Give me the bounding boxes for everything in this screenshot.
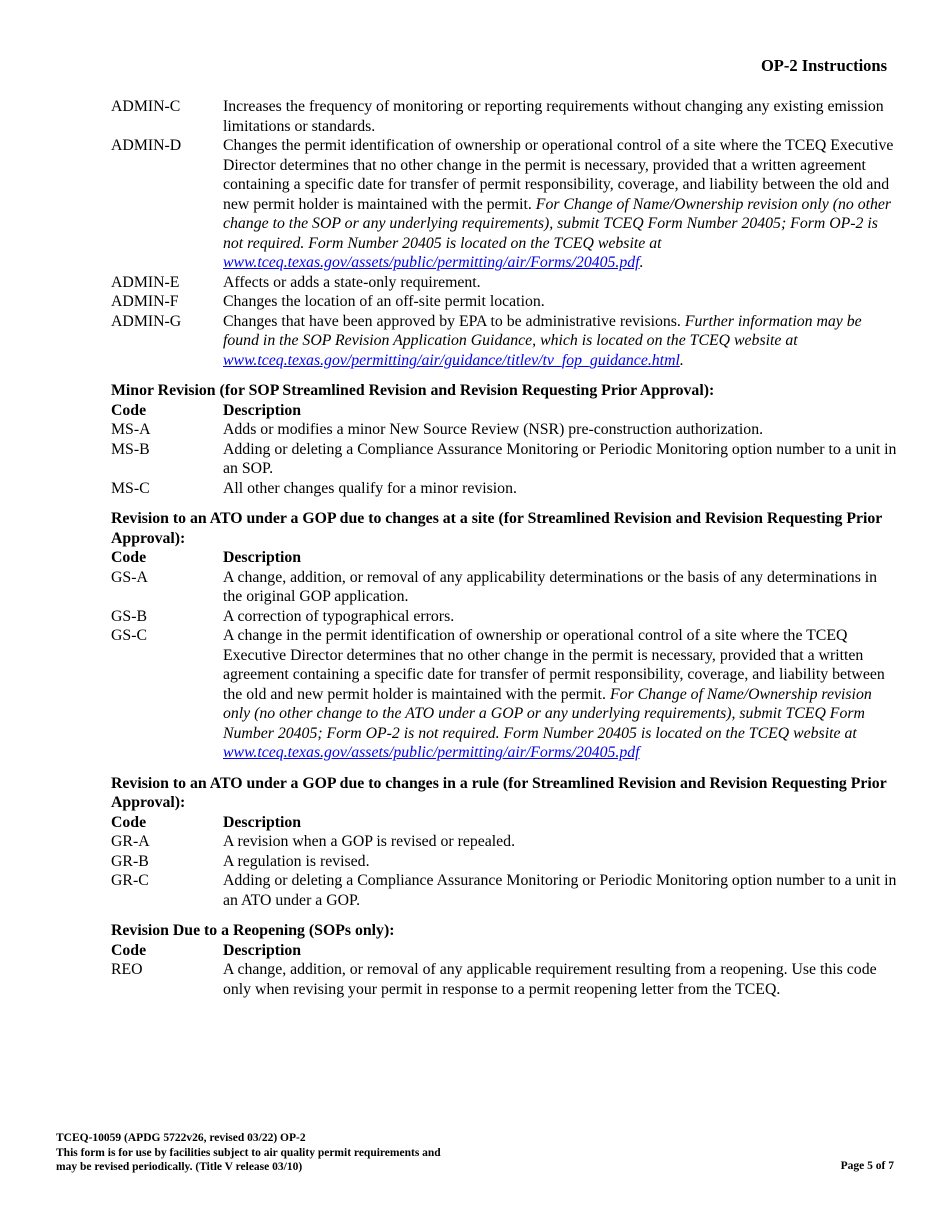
- fop-guidance-link[interactable]: www.tceq.texas.gov/permitting/air/guidance/titlev/tv_fop_guidance.html: [223, 351, 680, 369]
- gr-row-b: [111, 852, 897, 872]
- note-text: Further information may be found in the SOP Revision Application Guidance, which is located on the TCEQ website at: [223, 312, 862, 349]
- description-cell: Adding or deleting a Compliance Assurance Monitoring or Periodic Monitoring option number to a unit in an SOP.: [223, 440, 897, 477]
- code-cell: REO: [111, 961, 143, 978]
- ms-row-b: [111, 440, 897, 479]
- description-text: Changes that have been approved by EPA to be administrative revisions.: [223, 312, 685, 330]
- section-title-gop-site: Revision to an ATO under a GOP due to changes at a site (for Streamlined Revision and Revision Requesting Prior Approval):: [111, 510, 883, 547]
- section-title-minor-revision: Minor Revision (for SOP Streamlined Revision and Revision Requesting Prior Approval):: [111, 382, 715, 399]
- column-header-row: [111, 813, 897, 833]
- description-cell: A regulation is revised.: [223, 852, 370, 870]
- admin-row-f: [111, 292, 897, 312]
- column-header-row: [111, 401, 897, 421]
- note-end: .: [639, 254, 644, 271]
- document-body: [111, 97, 897, 999]
- description-cell: Adds or modifies a minor New Source Review (NSR) pre-construction authorization.: [223, 421, 764, 438]
- description-cell: Increases the frequency of monitoring or reporting requirements without changing any existing emission limitations or standards.: [223, 98, 884, 135]
- description-cell: [223, 312, 897, 371]
- description-cell: Affects or adds a state-only requirement.: [223, 273, 481, 291]
- gs-row-b: [111, 607, 897, 627]
- form-20405-link[interactable]: www.tceq.texas.gov/assets/public/permitting/air/Forms/20405.pdf: [223, 254, 640, 271]
- gr-row-a: [111, 832, 897, 852]
- description-column-header: Description: [223, 401, 302, 419]
- code-cell: GS-A: [111, 568, 148, 586]
- gr-row-c: [111, 871, 897, 910]
- gs-row-c: [111, 626, 897, 763]
- page-number: Page 5 of 7: [840, 1160, 894, 1172]
- code-cell: MS-B: [111, 440, 150, 458]
- description-cell: Adding or deleting a Compliance Assurance Monitoring or Periodic Monitoring option number to a unit in an ATO under a GOP.: [223, 872, 897, 909]
- column-header-row: [111, 941, 897, 961]
- description-cell: All other changes qualify for a minor revision.: [223, 479, 517, 497]
- description-column-header: Description: [223, 941, 302, 959]
- description-cell: [223, 626, 897, 763]
- code-cell: ADMIN-F: [111, 293, 179, 310]
- description-cell: A revision when a GOP is revised or repealed.: [223, 833, 516, 850]
- footer-form-number: TCEQ-10059 (APDG 5722v26, revised 03/22) OP-2: [56, 1132, 306, 1144]
- code-column-header: Code: [111, 401, 147, 419]
- form-20405-link[interactable]: www.tceq.texas.gov/assets/public/permitting/air/Forms/20405.pdf: [223, 744, 640, 761]
- note-end: .: [679, 351, 684, 369]
- column-header-row: [111, 548, 897, 568]
- code-cell: GR-C: [111, 872, 149, 889]
- footer-revision-note: may be revised periodically. (Title V release 03/10): [56, 1161, 303, 1174]
- admin-row-c: [111, 97, 897, 136]
- footer-usage-note: This form is for use by facilities subject to air quality permit requirements and: [56, 1146, 441, 1159]
- description-cell: A correction of typographical errors.: [223, 607, 455, 625]
- code-cell: ADMIN-D: [111, 137, 182, 154]
- ms-row-c: [111, 479, 897, 499]
- gs-row-a: [111, 568, 897, 607]
- code-cell: GS-C: [111, 627, 147, 644]
- description-text: Changes the permit identification of ownership or operational control of a site where the TCEQ Executive Director determines that no other change in the permit is necessary, provided that a written agreement containing a specific date for transfer of permit responsibility, coverage, and liability between the old and new permit holder is maintained with the permit.: [223, 137, 894, 213]
- description-text: A change in the permit identification of ownership or operational control of a site where the TCEQ Executive Director determines that no other change in the permit is necessary, provided that a written agreement containing a specific date for transfer of permit responsibility, coverage, and liability between the old and new permit holder is maintained with the permit.: [223, 627, 885, 703]
- description-cell: A change, addition, or removal of any applicable requirement resulting from a reopening. Use this code only when revising your permit in response to a permit reopening letter from the TCEQ.: [223, 961, 877, 998]
- admin-row-g: [111, 312, 897, 371]
- code-column-header: Code: [111, 941, 147, 959]
- note-text: For Change of Name/Ownership revision only (no other change to the SOP or any underlying requirements), submit TCEQ Form Number 20405; Form OP-2 is not required. Form Number 20405 is located on the TCEQ website at: [223, 195, 892, 252]
- code-column-header: Code: [111, 549, 147, 566]
- admin-row-e: [111, 273, 897, 293]
- reo-row: [111, 960, 897, 999]
- code-cell: ADMIN-E: [111, 273, 180, 291]
- code-cell: MS-C: [111, 479, 150, 497]
- description-cell: [223, 136, 897, 273]
- code-cell: MS-A: [111, 421, 151, 438]
- description-column-header: Description: [223, 549, 302, 566]
- section-title-gop-rule: Revision to an ATO under a GOP due to changes in a rule (for Streamlined Revision and Revision Requesting Prior Approval):: [111, 774, 887, 811]
- description-cell: Changes the location of an off-site permit location.: [223, 293, 545, 310]
- page-header-title: OP-2 Instructions: [760, 56, 887, 75]
- note-text: For Change of Name/Ownership revision only (no other change to the ATO under a GOP or any underlying requirements), submit TCEQ Form Number 20405; Form OP-2 is not required. Form Number 20405 is located on the TCEQ website at: [223, 685, 872, 742]
- code-cell: GS-B: [111, 607, 147, 625]
- description-column-header: Description: [223, 813, 302, 831]
- section-title-reopening: Revision Due to a Reopening (SOPs only):: [111, 922, 395, 939]
- code-cell: ADMIN-C: [111, 98, 181, 115]
- description-cell: A change, addition, or removal of any applicability determinations or the basis of any determinations in the original GOP application.: [223, 568, 878, 605]
- ms-row-a: [111, 420, 897, 440]
- footer-form-info: [56, 1131, 441, 1175]
- code-cell: GR-A: [111, 833, 150, 850]
- code-cell: ADMIN-G: [111, 312, 182, 330]
- code-column-header: Code: [111, 813, 147, 831]
- code-cell: GR-B: [111, 852, 149, 870]
- admin-row-d: [111, 136, 897, 273]
